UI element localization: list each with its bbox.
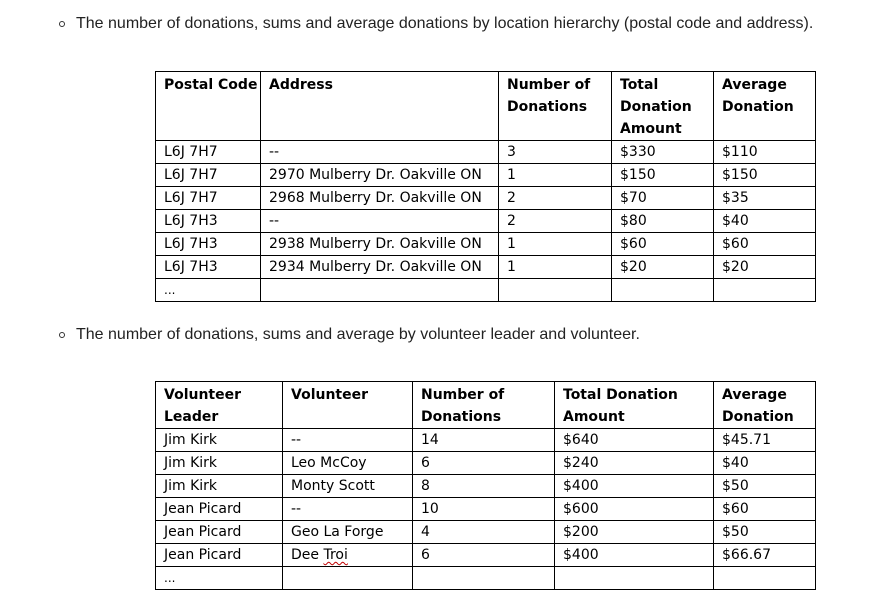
cell-number: 2 — [499, 187, 612, 210]
cell-postal-code: L6J 7H7 — [156, 141, 261, 164]
table-row — [156, 141, 816, 164]
cell-total: $400 — [555, 544, 714, 567]
cell-average: $66.67 — [714, 544, 816, 567]
table-header-row — [156, 382, 816, 429]
cell-average: $20 — [714, 256, 816, 279]
cell-total: $150 — [612, 164, 714, 187]
cell-number: 1 — [499, 233, 612, 256]
table-row — [156, 521, 816, 544]
cell-total: $200 — [555, 521, 714, 544]
cell-address: 2970 Mulberry Dr. Oakville ON — [261, 164, 499, 187]
cell-number: 8 — [413, 475, 555, 498]
cell-volunteer: -- — [283, 498, 413, 521]
cell-leader: Jim Kirk — [156, 475, 283, 498]
header-total-donation-amount: Total Donation Amount — [555, 382, 714, 429]
cell-total: $80 — [612, 210, 714, 233]
table-row-ellipsis — [156, 279, 816, 302]
cell-empty — [714, 567, 816, 590]
header-number-of-donations: Number of Donations — [413, 382, 555, 429]
cell-leader: Jim Kirk — [156, 429, 283, 452]
header-average-donation: Average Donation — [714, 382, 816, 429]
cell-average: $40 — [714, 210, 816, 233]
spellcheck-flagged-word[interactable]: Troi — [323, 547, 348, 563]
cell-empty — [714, 279, 816, 302]
cell-average: $50 — [714, 521, 816, 544]
cell-average: $110 — [714, 141, 816, 164]
cell-empty — [413, 567, 555, 590]
cell-number: 4 — [413, 521, 555, 544]
table-row — [156, 187, 816, 210]
table-row-ellipsis — [156, 567, 816, 590]
cell-number: 1 — [499, 256, 612, 279]
cell-average: $45.71 — [714, 429, 816, 452]
cell-empty — [555, 567, 714, 590]
cell-address: 2938 Mulberry Dr. Oakville ON — [261, 233, 499, 256]
cell-volunteer: Geo La Forge — [283, 521, 413, 544]
location-donations-table — [155, 71, 816, 302]
cell-total: $600 — [555, 498, 714, 521]
cell-number: 10 — [413, 498, 555, 521]
cell-average: $150 — [714, 164, 816, 187]
cell-leader: Jean Picard — [156, 521, 283, 544]
cell-average: $50 — [714, 475, 816, 498]
volunteer-name-prefix: Dee — [291, 547, 324, 563]
cell-empty — [612, 279, 714, 302]
header-number-of-donations: Number of Donations — [499, 72, 612, 141]
header-total-donation-amount: Total Donation Amount — [612, 72, 714, 141]
cell-number: 2 — [499, 210, 612, 233]
cell-number: 6 — [413, 452, 555, 475]
cell-postal-code: L6J 7H3 — [156, 233, 261, 256]
cell-total: $330 — [612, 141, 714, 164]
cell-ellipsis: ... — [156, 567, 283, 590]
cell-leader: Jim Kirk — [156, 452, 283, 475]
cell-volunteer — [283, 544, 413, 567]
table-row — [156, 452, 816, 475]
bullet-text: The number of donations, sums and average by volunteer leader and volunteer. — [76, 326, 640, 343]
cell-number: 3 — [499, 141, 612, 164]
header-average-donation: Average Donation — [714, 72, 816, 141]
cell-average: $35 — [714, 187, 816, 210]
cell-number: 1 — [499, 164, 612, 187]
cell-total: $60 — [612, 233, 714, 256]
volunteer-donations-table — [155, 381, 816, 590]
cell-volunteer: -- — [283, 429, 413, 452]
cell-address: 2934 Mulberry Dr. Oakville ON — [261, 256, 499, 279]
cell-address: 2968 Mulberry Dr. Oakville ON — [261, 187, 499, 210]
cell-postal-code: L6J 7H3 — [156, 210, 261, 233]
cell-leader: Jean Picard — [156, 544, 283, 567]
cell-postal-code: L6J 7H7 — [156, 164, 261, 187]
table-row — [156, 164, 816, 187]
table-row — [156, 233, 816, 256]
cell-empty — [261, 279, 499, 302]
cell-total: $240 — [555, 452, 714, 475]
hollow-bullet-icon — [59, 21, 65, 27]
cell-number: 14 — [413, 429, 555, 452]
table-header-row — [156, 72, 816, 141]
cell-total: $640 — [555, 429, 714, 452]
hollow-bullet-icon — [59, 332, 65, 338]
table-row — [156, 429, 816, 452]
cell-average: $60 — [714, 498, 816, 521]
cell-postal-code: L6J 7H7 — [156, 187, 261, 210]
bullet-text: The number of donations, sums and average donations by location hierarchy (postal code and address). — [76, 15, 814, 32]
cell-empty — [499, 279, 612, 302]
cell-total: $20 — [612, 256, 714, 279]
table-row — [156, 475, 816, 498]
cell-ellipsis: ... — [156, 279, 261, 302]
header-postal-code: Postal Code — [156, 72, 261, 141]
cell-volunteer: Monty Scott — [283, 475, 413, 498]
header-volunteer: Volunteer — [283, 382, 413, 429]
table-row — [156, 544, 816, 567]
header-volunteer-leader: Volunteer Leader — [156, 382, 283, 429]
table-row — [156, 498, 816, 521]
bullet-item-location — [59, 15, 813, 33]
table-row — [156, 210, 816, 233]
cell-postal-code: L6J 7H3 — [156, 256, 261, 279]
cell-address: -- — [261, 210, 499, 233]
cell-volunteer: Leo McCoy — [283, 452, 413, 475]
cell-empty — [283, 567, 413, 590]
cell-number: 6 — [413, 544, 555, 567]
cell-average: $60 — [714, 233, 816, 256]
cell-total: $400 — [555, 475, 714, 498]
bullet-item-volunteer — [59, 326, 640, 344]
table-row — [156, 256, 816, 279]
header-address: Address — [261, 72, 499, 141]
cell-total: $70 — [612, 187, 714, 210]
cell-average: $40 — [714, 452, 816, 475]
cell-leader: Jean Picard — [156, 498, 283, 521]
cell-address: -- — [261, 141, 499, 164]
